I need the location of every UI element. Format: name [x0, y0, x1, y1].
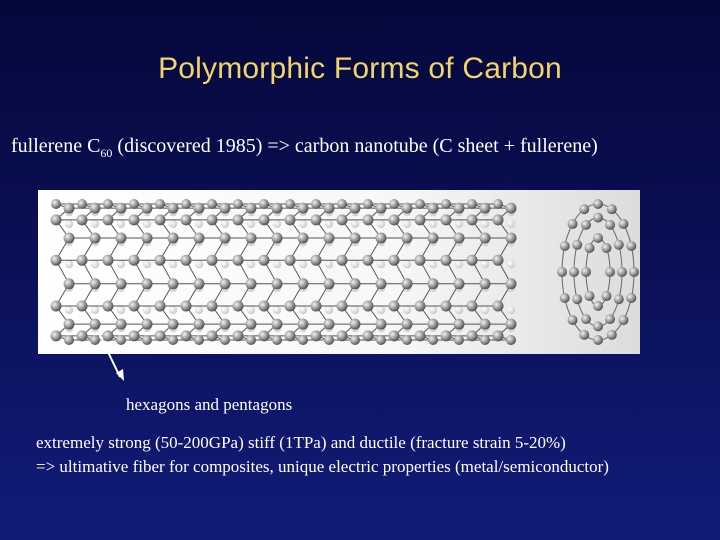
- back-atom: [221, 260, 229, 268]
- back-atom: [377, 220, 385, 228]
- carbon-atom: [77, 214, 88, 225]
- back-atom: [143, 260, 151, 268]
- carbon-atom: [428, 203, 439, 214]
- carbon-atom: [90, 203, 101, 214]
- cap-atom: [581, 314, 591, 324]
- carbon-atom: [298, 278, 309, 289]
- cap-atom: [579, 330, 589, 340]
- cap-atom: [626, 293, 636, 303]
- carbon-atom: [506, 233, 517, 244]
- cap-atom: [605, 220, 615, 230]
- back-atom: [455, 260, 463, 268]
- carbon-atom: [220, 335, 230, 345]
- carbon-atom: [142, 278, 153, 289]
- back-atom: [221, 306, 229, 314]
- carbon-atom: [389, 214, 400, 225]
- back-atom: [377, 260, 385, 268]
- back-atom: [247, 220, 255, 228]
- carbon-atom: [428, 319, 439, 330]
- carbon-atom: [467, 301, 478, 312]
- back-atom: [169, 306, 177, 314]
- carbon-atom: [480, 319, 491, 330]
- cap-atom: [629, 267, 639, 277]
- back-atom: [377, 306, 385, 314]
- carbon-atom: [454, 335, 464, 345]
- back-atom: [247, 306, 255, 314]
- carbon-atom: [207, 255, 218, 266]
- carbon-atom: [259, 199, 269, 209]
- carbon-atom: [77, 301, 88, 312]
- back-atom: [65, 306, 73, 314]
- cap-atom: [601, 291, 611, 301]
- carbon-atom: [129, 199, 139, 209]
- carbon-atom: [246, 335, 256, 345]
- carbon-atom: [220, 203, 231, 214]
- carbon-atom: [337, 330, 348, 341]
- carbon-atom: [415, 330, 426, 341]
- carbon-atom: [441, 301, 452, 312]
- carbon-atom: [272, 335, 282, 345]
- carbon-atom: [493, 301, 504, 312]
- carbon-atom: [51, 214, 62, 225]
- back-atom: [143, 220, 151, 228]
- carbon-atom: [363, 199, 373, 209]
- carbon-atom: [155, 214, 166, 225]
- pointer-arrow-icon: [90, 325, 130, 385]
- carbon-atom: [376, 203, 387, 214]
- carbon-atom: [77, 330, 88, 341]
- carbon-atom: [441, 199, 451, 209]
- carbon-atom: [233, 255, 244, 266]
- carbon-atom: [168, 319, 179, 330]
- carbon-atom: [337, 255, 348, 266]
- carbon-atom: [454, 203, 465, 214]
- carbon-atom: [402, 233, 413, 244]
- back-atom: [299, 220, 307, 228]
- back-atom: [273, 260, 281, 268]
- carbon-atom: [376, 233, 387, 244]
- cap-atom: [605, 267, 615, 277]
- back-atom: [65, 220, 73, 228]
- carbon-atom: [181, 199, 191, 209]
- carbon-atom: [116, 233, 127, 244]
- carbon-atom: [493, 214, 504, 225]
- carbon-atom: [103, 199, 113, 209]
- carbon-atom: [506, 203, 517, 214]
- carbon-atom: [168, 278, 179, 289]
- carbon-atom: [194, 203, 205, 214]
- subtitle-subscript: 60: [100, 146, 113, 160]
- carbon-atom: [376, 319, 387, 330]
- carbon-atom: [207, 214, 218, 225]
- carbon-atom: [480, 278, 491, 289]
- carbon-atom: [441, 214, 452, 225]
- carbon-atom: [129, 330, 140, 341]
- carbon-atom: [311, 301, 322, 312]
- back-atom: [507, 260, 515, 268]
- cap-atom: [607, 330, 617, 340]
- carbon-atom: [259, 214, 270, 225]
- back-atom: [481, 220, 489, 228]
- carbon-atom: [480, 233, 491, 244]
- cap-atom: [605, 314, 615, 324]
- carbon-atom: [324, 203, 335, 214]
- carbon-atom: [246, 319, 257, 330]
- carbon-atom: [64, 233, 75, 244]
- carbon-atom: [311, 199, 321, 209]
- carbon-atom: [428, 233, 439, 244]
- carbon-atom: [285, 330, 296, 341]
- description-line-1: extremely strong (50-200GPa) stiff (1TPa) and ductile (fracture strain 5-20%): [36, 433, 566, 452]
- carbon-atom: [233, 330, 244, 341]
- carbon-atom: [246, 203, 257, 214]
- carbon-atom: [259, 255, 270, 266]
- back-atom: [403, 220, 411, 228]
- cap-atom: [593, 199, 603, 209]
- carbon-atom: [116, 203, 127, 214]
- carbon-atom: [376, 278, 387, 289]
- carbon-atom: [350, 278, 361, 289]
- carbon-atom: [324, 335, 334, 345]
- carbon-atom: [298, 203, 309, 214]
- carbon-atom: [493, 330, 504, 341]
- back-atom: [247, 260, 255, 268]
- carbon-atom: [441, 330, 452, 341]
- carbon-atom: [428, 335, 438, 345]
- carbon-atom: [415, 255, 426, 266]
- carbon-atom: [51, 301, 62, 312]
- carbon-atom: [337, 301, 348, 312]
- carbon-atom: [337, 214, 348, 225]
- cap-atom: [568, 219, 578, 229]
- back-atom: [117, 220, 125, 228]
- carbon-atom: [324, 233, 335, 244]
- cap-atom: [614, 240, 624, 250]
- back-atom: [481, 306, 489, 314]
- carbon-atom: [454, 233, 465, 244]
- carbon-atom: [506, 319, 517, 330]
- carbon-atom: [467, 214, 478, 225]
- figure-label: hexagons and pentagons: [126, 395, 293, 414]
- back-atom: [117, 260, 125, 268]
- back-atom: [455, 220, 463, 228]
- subtitle-suffix: (discovered 1985) => carbon nanotube (C sheet + fullerene): [112, 135, 598, 157]
- carbon-atom: [272, 319, 283, 330]
- back-atom: [403, 260, 411, 268]
- carbon-atom: [402, 278, 413, 289]
- cap-atom: [593, 301, 603, 311]
- back-atom: [299, 306, 307, 314]
- carbon-atom: [181, 214, 192, 225]
- back-atom: [91, 306, 99, 314]
- cap-atom: [614, 294, 624, 304]
- back-atom: [455, 306, 463, 314]
- cap-atom: [572, 294, 582, 304]
- back-atom: [507, 220, 515, 228]
- back-atom: [195, 220, 203, 228]
- slide-title: Polymorphic Forms of Carbon: [158, 52, 562, 85]
- carbon-atom: [142, 319, 153, 330]
- cap-atom: [593, 233, 603, 243]
- carbon-atom: [155, 301, 166, 312]
- carbon-atom: [259, 330, 270, 341]
- carbon-atom: [389, 330, 400, 341]
- carbon-atom: [64, 335, 74, 345]
- carbon-atom: [168, 203, 179, 214]
- carbon-atom: [64, 278, 75, 289]
- back-atom: [351, 220, 359, 228]
- carbon-atom: [506, 278, 517, 289]
- back-atom: [351, 260, 359, 268]
- carbon-atom: [363, 255, 374, 266]
- carbon-atom: [142, 233, 153, 244]
- carbon-atom: [402, 335, 412, 345]
- carbon-atom: [77, 255, 88, 266]
- cap-atom: [557, 267, 567, 277]
- carbon-atom: [51, 199, 61, 209]
- carbon-atom: [298, 319, 309, 330]
- back-atom: [351, 306, 359, 314]
- back-atom: [117, 306, 125, 314]
- carbon-atom: [168, 233, 179, 244]
- carbon-atom: [324, 319, 335, 330]
- carbon-atom: [363, 214, 374, 225]
- back-atom: [169, 220, 177, 228]
- carbon-atom: [454, 319, 465, 330]
- carbon-atom: [168, 335, 178, 345]
- carbon-atom: [77, 199, 87, 209]
- carbon-atom: [64, 319, 75, 330]
- carbon-atom: [272, 203, 283, 214]
- carbon-atom: [272, 278, 283, 289]
- carbon-atom: [51, 330, 62, 341]
- carbon-atom: [389, 199, 399, 209]
- carbon-atom: [155, 255, 166, 266]
- cap-atom: [618, 315, 628, 325]
- carbon-atom: [272, 233, 283, 244]
- carbon-atom: [194, 278, 205, 289]
- cap-atom: [617, 267, 627, 277]
- carbon-atom: [350, 233, 361, 244]
- carbon-atom: [103, 214, 114, 225]
- cap-atom: [585, 291, 595, 301]
- description-line-2: => ultimative fiber for composites, unique electric properties (metal/semiconductor): [36, 457, 609, 476]
- carbon-atom: [181, 330, 192, 341]
- back-atom: [325, 260, 333, 268]
- back-atom: [299, 260, 307, 268]
- back-atom: [325, 220, 333, 228]
- subtitle-prefix: fullerene C: [11, 135, 101, 157]
- carbon-atom: [285, 301, 296, 312]
- carbon-atom: [129, 214, 140, 225]
- carbon-atom: [350, 335, 360, 345]
- carbon-atom: [155, 199, 165, 209]
- cap-atom: [560, 241, 570, 251]
- carbon-atom: [415, 301, 426, 312]
- carbon-atom: [480, 203, 491, 214]
- carbon-atom: [233, 301, 244, 312]
- carbon-atom: [285, 214, 296, 225]
- carbon-atom: [298, 233, 309, 244]
- carbon-atom: [389, 301, 400, 312]
- carbon-atom: [129, 255, 140, 266]
- back-atom: [221, 220, 229, 228]
- carbon-atom: [402, 203, 413, 214]
- cap-atom: [569, 267, 579, 277]
- carbon-atom: [376, 335, 386, 345]
- cap-atom: [593, 321, 603, 331]
- back-atom: [429, 306, 437, 314]
- carbon-atom: [311, 255, 322, 266]
- back-atom: [403, 306, 411, 314]
- carbon-atom: [181, 255, 192, 266]
- cap-atom: [607, 204, 617, 214]
- back-atom: [273, 220, 281, 228]
- carbon-atom: [428, 278, 439, 289]
- carbon-atom: [207, 330, 218, 341]
- carbon-atom: [207, 301, 218, 312]
- back-atom: [143, 306, 151, 314]
- cap-atom: [593, 213, 603, 223]
- carbon-atom: [285, 199, 295, 209]
- carbon-atom: [155, 330, 166, 341]
- carbon-atom: [103, 301, 114, 312]
- carbon-atom: [246, 278, 257, 289]
- cap-atom: [593, 335, 603, 345]
- cap-atom: [618, 219, 628, 229]
- carbon-atom: [259, 301, 270, 312]
- carbon-atom: [350, 203, 361, 214]
- cap-atom: [581, 267, 591, 277]
- back-atom: [91, 260, 99, 268]
- carbon-atom: [467, 330, 478, 341]
- carbon-atom: [194, 233, 205, 244]
- carbon-atom: [441, 255, 452, 266]
- back-atom: [429, 220, 437, 228]
- cap-atom: [572, 240, 582, 250]
- cap-atom: [626, 241, 636, 251]
- carbon-atom: [389, 255, 400, 266]
- carbon-atom: [415, 214, 426, 225]
- carbon-atom: [181, 301, 192, 312]
- carbon-atom: [220, 278, 231, 289]
- carbon-atom: [233, 199, 243, 209]
- carbon-atom: [363, 301, 374, 312]
- carbon-atom: [142, 203, 153, 214]
- cap-atom: [560, 293, 570, 303]
- carbon-atom: [324, 278, 335, 289]
- cap-atom: [601, 243, 611, 253]
- carbon-atom: [129, 301, 140, 312]
- carbon-atom: [51, 255, 62, 266]
- carbon-atom: [233, 214, 244, 225]
- back-atom: [169, 260, 177, 268]
- carbon-atom: [493, 255, 504, 266]
- back-atom: [325, 306, 333, 314]
- carbon-atom: [454, 278, 465, 289]
- carbon-atom: [64, 203, 75, 214]
- back-atom: [273, 306, 281, 314]
- cap-atom: [581, 220, 591, 230]
- back-atom: [507, 306, 515, 314]
- carbon-atom: [337, 199, 347, 209]
- carbon-atom: [350, 319, 361, 330]
- carbon-atom: [415, 199, 425, 209]
- carbon-atom: [363, 330, 374, 341]
- carbon-atom: [220, 319, 231, 330]
- back-atom: [91, 220, 99, 228]
- carbon-atom: [116, 278, 127, 289]
- back-atom: [65, 260, 73, 268]
- carbon-atom: [480, 335, 490, 345]
- back-atom: [481, 260, 489, 268]
- carbon-atom: [220, 233, 231, 244]
- carbon-atom: [298, 335, 308, 345]
- carbon-atom: [90, 278, 101, 289]
- carbon-atom: [467, 255, 478, 266]
- carbon-atom: [311, 330, 322, 341]
- carbon-atom: [467, 199, 477, 209]
- carbon-atom: [506, 335, 516, 345]
- cap-atom: [585, 243, 595, 253]
- carbon-atom: [103, 255, 114, 266]
- carbon-atom: [90, 233, 101, 244]
- back-atom: [195, 260, 203, 268]
- carbon-atom: [285, 255, 296, 266]
- cap-atom: [568, 315, 578, 325]
- carbon-atom: [207, 199, 217, 209]
- carbon-atom: [493, 199, 503, 209]
- carbon-atom: [311, 214, 322, 225]
- back-atom: [195, 306, 203, 314]
- carbon-atom: [194, 319, 205, 330]
- slide-subtitle: [11, 135, 598, 161]
- cap-atom: [579, 204, 589, 214]
- carbon-atom: [194, 335, 204, 345]
- back-atom: [429, 260, 437, 268]
- carbon-atom: [246, 233, 257, 244]
- carbon-atom: [142, 335, 152, 345]
- carbon-atom: [402, 319, 413, 330]
